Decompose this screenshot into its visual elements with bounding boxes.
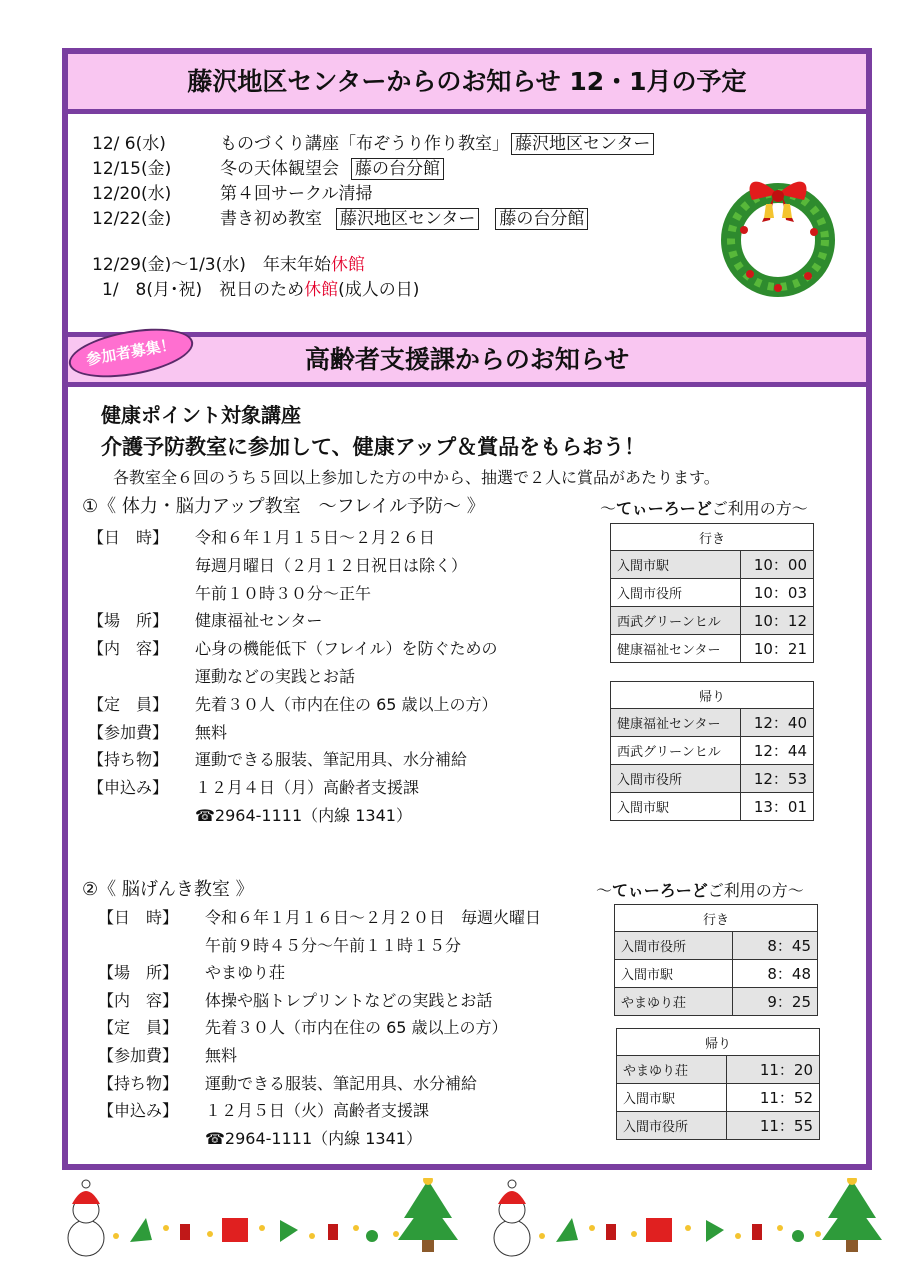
detail-label: 【持ち物】 [88, 750, 169, 770]
detail-value: 毎週月曜日（２月１２日祝日は除く） [195, 555, 468, 575]
detail-label: 【日 時】 [88, 528, 169, 547]
class1-outbound-table: 行き 入間市駅 10：00 入間市役所 10：03 西武グリーンヒル 10：12 健康福祉センター 10：21 [610, 523, 814, 663]
class2-return-table: 帰り やまゆり荘 11：20 入間市駅 11：52 入間市役所 11：55 [616, 1028, 820, 1140]
detail-label: 【日 時】 [98, 908, 179, 927]
detail-label: 【定 員】 [88, 694, 169, 714]
detail-value: 運動できる服装、筆記用具、水分補給 [205, 1073, 478, 1093]
snowman-icon [68, 1180, 104, 1256]
detail-value: 先着３０人（市内在住の 65 歳以上の方） [205, 1018, 508, 1038]
detail-value: やまゆり荘 [205, 963, 286, 983]
detail-value: 午前１０時３０分～正午 [195, 583, 372, 603]
intro-subtitle: 介護予防教室に参加して、健康アップ＆賞品をもらおう！ [101, 435, 646, 459]
snowman-icon [494, 1180, 530, 1256]
closure-row: 1/ 8(月･祝) 祝日のため休館(成人の日) [102, 280, 420, 300]
header-elderly-support: 高齢者支援課からのお知らせ [68, 332, 866, 387]
class1-bus-title: ～てぃーろーどご利用の方～ [600, 499, 808, 518]
detail-value: 無料 [195, 722, 228, 742]
detail-label: 【参加費】 [98, 1046, 179, 1065]
closure-row: 12/29(金)～1/3(水) 年末年始休館 [92, 255, 365, 275]
christmas-decoration-strip [0, 1178, 908, 1284]
detail-label: 【場 所】 [98, 963, 179, 983]
intro-note: 各教室全６回のうち５回以上参加した方の中から、抽選で２人に賞品があたります。 [113, 468, 720, 487]
schedule-row: 12/22(金) 書き初め教室 藤沢地区センター 藤の台分館 [92, 204, 588, 229]
intro-title: 健康ポイント対象講座 [101, 403, 301, 427]
christmas-tree-icon [822, 1178, 882, 1252]
schedule-row: 12/20(水) 第４回サークル清掃 [92, 184, 373, 204]
detail-value: 令和６年１月１５日～２月２６日 [195, 528, 436, 547]
notice-frame [62, 48, 872, 1170]
schedule-row: 12/15(金) 冬の天体観望会 藤の台分館 [92, 154, 444, 179]
detail-label: 【場 所】 [88, 611, 169, 631]
detail-value: 無料 [205, 1046, 238, 1065]
detail-value: 体操や脳トレプリントなどの実践とお話 [205, 990, 493, 1010]
header-fujisawa: 藤沢地区センターからのお知らせ 12・1月の予定 [68, 54, 866, 114]
detail-value: 運動などの実践とお話 [195, 667, 356, 686]
wreath-icon [716, 170, 842, 298]
detail-value: ☎2964-1111（内線 1341） [195, 806, 412, 825]
detail-label: 【内 容】 [88, 639, 169, 659]
detail-value: 運動できる服装、筆記用具、水分補給 [195, 750, 468, 770]
detail-value: 令和６年１月１６日～２月２０日 毎週火曜日 [205, 908, 542, 927]
detail-value: 先着３０人（市内在住の 65 歳以上の方） [195, 694, 498, 714]
stocking-icon [180, 1224, 762, 1240]
christmas-tree-icon [398, 1178, 458, 1252]
class2-outbound-table: 行き 入間市役所 8：45 入間市駅 8：48 やまゆり荘 9：25 [614, 904, 818, 1016]
detail-label: 【申込み】 [98, 1101, 179, 1121]
detail-label: 【持ち物】 [98, 1073, 179, 1093]
detail-label: 【申込み】 [88, 778, 169, 798]
class1-title: ①《 体力・脳力アップ教室 ～フレイル予防～ 》 [82, 496, 485, 517]
detail-value: 心身の機能低下（フレイル）を防ぐための [195, 639, 498, 659]
detail-label: 【定 員】 [98, 1018, 179, 1038]
schedule-row: 12/ 6(水) ものづくり講座「布ぞうり作り教室」 藤沢地区センター [92, 129, 654, 154]
detail-label: 【参加費】 [88, 722, 169, 742]
detail-value: 午前９時４５分～午前１１時１５分 [205, 935, 462, 955]
detail-value: 健康福祉センター [195, 611, 323, 631]
detail-label: 【内 容】 [98, 990, 179, 1010]
class1-return-table: 帰り 健康福祉センター 12：40 西武グリーンヒル 12：44 入間市役所 12：53 入間市駅 13：01 [610, 681, 814, 821]
detail-value: １２月４日（月）高齢者支援課 [195, 778, 420, 798]
recruiting-badge: 参加者募集！ [65, 320, 197, 385]
detail-value: ☎2964-1111（内線 1341） [205, 1128, 422, 1148]
detail-value: １２月５日（火）高齢者支援課 [205, 1101, 430, 1121]
class2-title: ②《 脳げんき教室 》 [82, 879, 254, 900]
class2-bus-title: ～てぃーろーどご利用の方～ [596, 881, 804, 900]
